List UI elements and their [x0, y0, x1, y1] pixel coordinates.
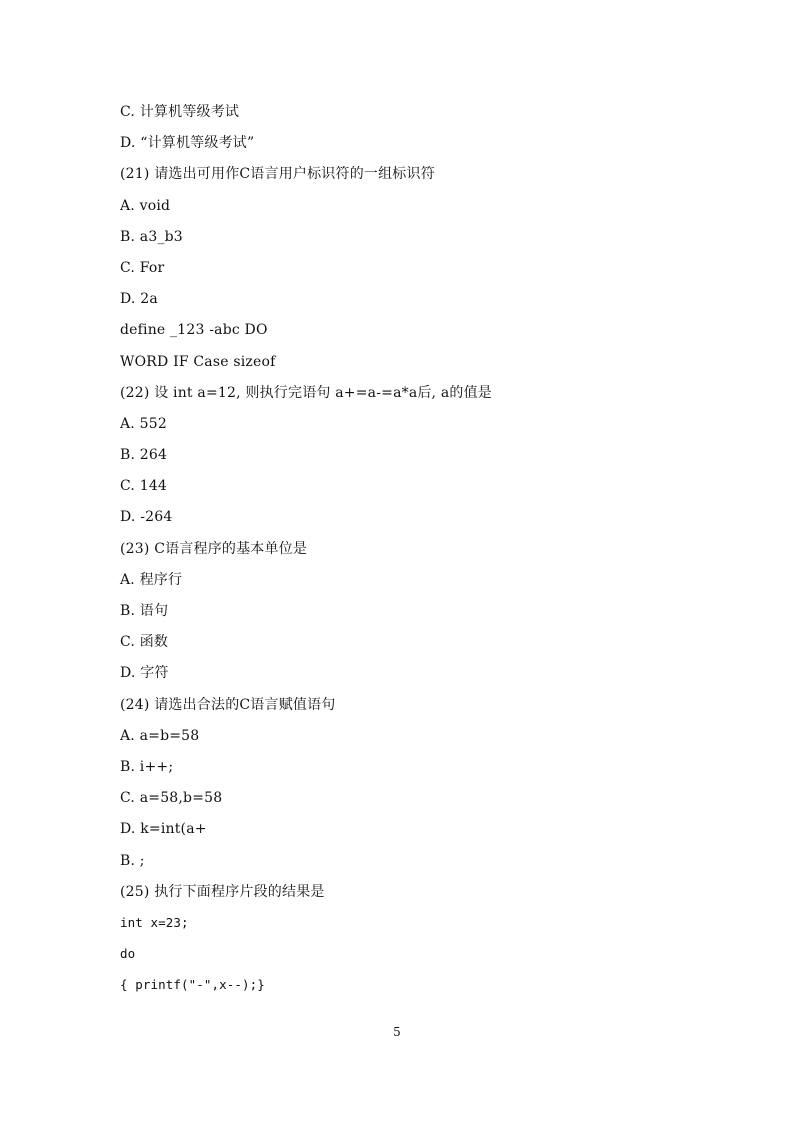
page-content [120, 101, 680, 1005]
identifier-list-line-1: define _123 -abc DO [120, 322, 268, 339]
option-b-q24: B. i++; [120, 758, 174, 775]
question-21: (21) 请选出可用作C语言用户标识符的一组标识符 [120, 166, 435, 183]
code-line-3: { printf("-",x--);} [120, 977, 265, 993]
option-c-q20: C. 计算机等级考试 [120, 104, 240, 120]
question-25: (25) 执行下面程序片段的结果是 [120, 883, 325, 900]
option-d-q22: D. -264 [120, 509, 173, 526]
code-line-2: do [120, 946, 136, 962]
option-c-q21: C. For [120, 259, 165, 276]
option-c-q22: C. 144 [120, 478, 168, 495]
option-a-q23: A. 程序行 [120, 571, 183, 588]
question-23: (23) C语言程序的基本单位是 [120, 540, 308, 557]
option-d-q20: D. “计算机等级考试” [120, 135, 255, 152]
option-b-q21: B. a3_b3 [120, 228, 183, 245]
question-24: (24) 请选出合法的C语言赋值语句 [120, 696, 336, 713]
page-number: 5 [393, 1025, 401, 1039]
option-b-q23: B. 语句 [120, 603, 169, 619]
code-line-1: int x=23; [120, 914, 189, 930]
option-d-q23: D. 字符 [120, 665, 169, 682]
option-c-q24: C. a=58,b=58 [120, 790, 223, 807]
option-extra-q24: B. ; [120, 852, 145, 869]
option-d-q21: D. 2a [120, 291, 158, 308]
option-d-q24: D. k=int(a+ [120, 821, 207, 838]
option-c-q23: C. 函数 [120, 634, 169, 651]
option-a-q21: A. void [120, 197, 171, 214]
option-a-q24: A. a=b=58 [120, 727, 200, 744]
option-b-q22: B. 264 [120, 447, 168, 464]
question-22: (22) 设 int a=12, 则执行完语句 a+=a-=a*a后, a的值是 [120, 384, 493, 401]
identifier-list-line-2: WORD IF Case sizeof [120, 353, 276, 370]
option-a-q22: A. 552 [120, 415, 167, 432]
